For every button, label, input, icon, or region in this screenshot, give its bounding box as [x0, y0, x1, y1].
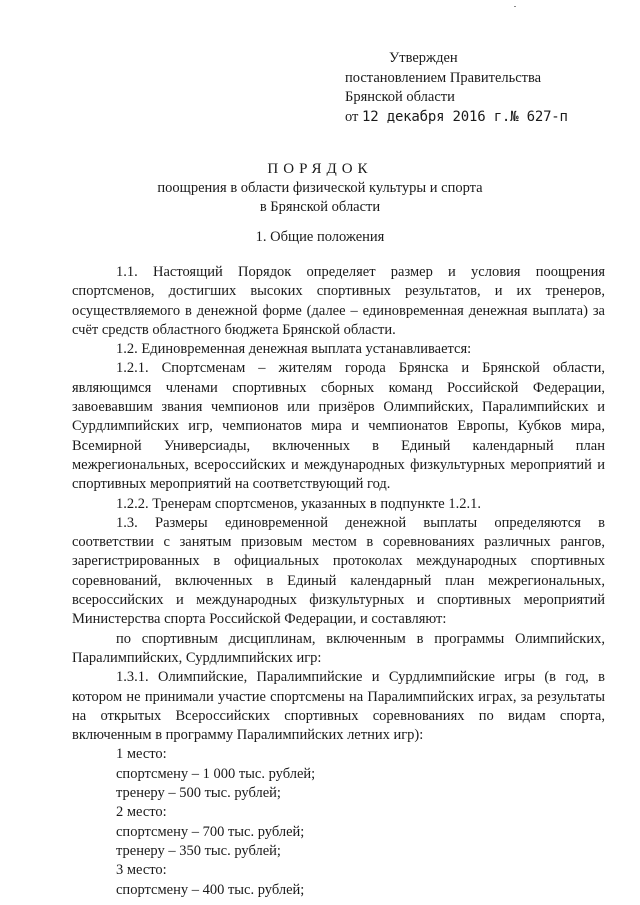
paragraph-1-2-2: 1.2.2. Тренерам спортсменов, указанных в подпункте 1.2.1.: [116, 495, 481, 512]
award-athlete-3: спортсмену – 400 тыс. рублей;: [116, 881, 305, 898]
award-athlete-1: спортсмену – 1 000 тыс. рублей;: [116, 765, 316, 782]
approval-block: [345, 49, 635, 127]
paragraph-disciplines: по спортивным дисциплинам, включенным в программы Олимпийских, Паралимпийских, Сурдлимпийских игр:: [72, 630, 605, 666]
award-coach-2: тренеру – 350 тыс. рублей;: [116, 842, 281, 859]
paragraph-1-1: 1.1. Настоящий Порядок определяет размер и условия поощрения спортсменов, достигших высоких спортивных результатов, и их тренеров, осуществляемого в денежной форме (далее – единовременная денежная выплата) за счёт средств областного бюджета Брянской области.: [72, 264, 605, 338]
date-typed: 12 декабря 2016 г.№ 627-п: [362, 108, 568, 125]
document-title: [0, 160, 640, 217]
title-subtitle-2: в Брянской области: [259, 199, 381, 215]
document-body: [72, 263, 605, 900]
award-place-1: 1 место:: [116, 746, 167, 763]
award-athlete-2: спортсмену – 700 тыс. рублей;: [116, 823, 305, 840]
approval-line-region: Брянской области: [345, 89, 455, 105]
approval-line-date: [345, 108, 635, 128]
scan-speck: [514, 6, 516, 7]
title-heading: ПОРЯДОК: [267, 161, 373, 177]
section-heading: 1. Общие положения: [255, 229, 385, 245]
date-prefix: от: [345, 108, 359, 125]
paragraph-1-2: 1.2. Единовременная денежная выплата устанавливается:: [116, 341, 472, 358]
approval-line-approved: Утвержден: [389, 50, 458, 66]
title-subtitle-1: поощрения в области физической культуры и спорта: [157, 180, 483, 196]
award-place-3: 3 место:: [116, 862, 167, 879]
award-place-2: 2 место:: [116, 804, 167, 821]
paragraph-1-3-1: 1.3.1. Олимпийские, Паралимпийские и Сурдлимпийские игры (в год, в котором не принимали участие спортсмены на Паралимпийских играх, за результаты на открытых Всероссийских спортивных соревнованиях по видам спорта, включенным в программу Паралимпийских летних игр):: [72, 669, 605, 744]
approval-line-resolution: постановлением Правительства: [345, 69, 542, 86]
paragraph-1-2-1: 1.2.1. Спортсменам – жителям города Брянска и Брянской области, являющимся членами спортивных сборных команд Российской Федерации, завоевавшим звания чемпионов или призёров Олимпийских, Паралимпийских и Сурдлимпийских игр, чемпионатов мира и чемпионатов Европы, Кубков мира, Всемирной Универсиады, включенных в Единый календарный план межрегиональных, всероссийских и международных физкультурных мероприятий и спортивных мероприятий на соответствующий год.: [72, 360, 605, 493]
paragraph-1-3: 1.3. Размеры единовременной денежной выплаты определяются в соответствии с занятым призовым местом в соревнованиях различных рангов, зарегистрированных в официальных протоколах международных спортивных соревнований, включенных в Единый календарный план межрегиональных, всероссийских и международных физкультурных и спортивных мероприятий Министерства спорта Российской Федерации, и составляют:: [72, 514, 605, 628]
award-coach-1: тренеру – 500 тыс. рублей;: [116, 785, 281, 802]
